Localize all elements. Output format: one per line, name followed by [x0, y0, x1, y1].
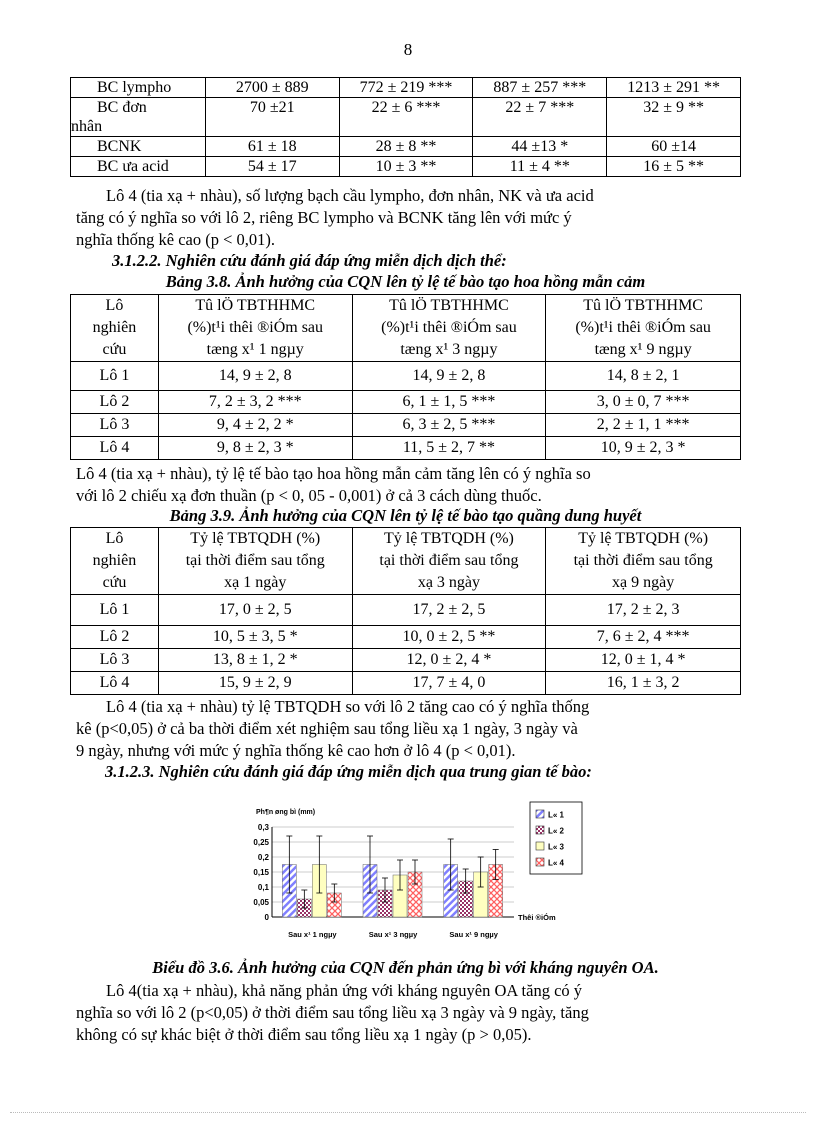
- table-cell: 11, 5 ± 2, 7 **: [352, 437, 546, 460]
- page-number: 8: [403, 40, 413, 59]
- legend-label: L« 4: [548, 858, 565, 868]
- row-label: Lô 1: [71, 595, 159, 626]
- table-cell: 16, 1 ± 3, 2: [546, 672, 741, 695]
- table-cell: 12, 0 ± 2, 4 *: [352, 649, 546, 672]
- legend-swatch: [536, 842, 544, 850]
- table-cell: 14, 9 ± 2, 8: [352, 362, 546, 391]
- figure-caption-3-6: Biểu đồ 3.6. Ảnh hưởng của CQN đến phản ứng bì với kháng nguyên OA.: [152, 958, 659, 977]
- table-row: [71, 98, 741, 137]
- table-cell: 9, 4 ± 2, 2 *: [158, 414, 352, 437]
- row-label: Lô 4: [71, 672, 159, 695]
- table-cell: 11 ± 4 **: [473, 157, 607, 177]
- y-tick-label: 0,15: [253, 868, 269, 877]
- y-axis-label: Ph¶n øng bì (mm): [256, 809, 316, 816]
- table-cell: 13, 8 ± 1, 2 *: [158, 649, 352, 672]
- table-cell: 28 ± 8 **: [339, 137, 473, 157]
- legend-label: L« 1: [548, 810, 565, 820]
- table-cell: 22 ± 6 ***: [339, 98, 473, 137]
- table-cell: 9, 8 ± 2, 3 *: [158, 437, 352, 460]
- row-label: Lô 3: [71, 414, 159, 437]
- column-header: Tỷ lệ TBTQDH (%) tại thời điểm sau tổng xạ 9 ngày: [546, 528, 741, 595]
- x-tick-label: Sau x¹ 1 ngµy: [288, 930, 337, 939]
- column-header: Tỷ lệ TBTQDH (%) tại thời điểm sau tổng xạ 1 ngày: [158, 528, 352, 595]
- table-row: [71, 437, 741, 460]
- table-cell: 16 ± 5 **: [607, 157, 741, 177]
- y-tick-label: 0,3: [257, 823, 269, 832]
- table-cell: 2700 ± 889: [205, 78, 339, 98]
- table-cell: 7, 6 ± 2, 4 ***: [546, 626, 741, 649]
- y-tick-label: 0,2: [257, 853, 269, 862]
- table-header-row: [71, 528, 741, 595]
- table-cell: 1213 ± 291 **: [607, 78, 741, 98]
- section-heading-3-1-2-3: 3.1.2.3. Nghiên cứu đánh giá đáp ứng miễn dịch qua trung gian tế bào:: [105, 762, 592, 781]
- table-cell: 12, 0 ± 1, 4 *: [546, 649, 741, 672]
- y-tick-label: 0,05: [253, 898, 269, 907]
- table-cell: 7, 2 ± 3, 2 ***: [158, 391, 352, 414]
- table-cell: 10 ± 3 **: [339, 157, 473, 177]
- row-label: BC ưa acid: [71, 157, 206, 177]
- table-row: [71, 672, 741, 695]
- hemolytic-plaque-table: [70, 527, 741, 695]
- table-cell: 3, 0 ± 0, 7 ***: [546, 391, 741, 414]
- row-label: BC đơn nhân: [71, 98, 206, 137]
- table-row: [71, 626, 741, 649]
- table-row: [71, 595, 741, 626]
- x-tick-label: Sau x¹ 9 ngµy: [449, 930, 498, 939]
- table-row: [71, 649, 741, 672]
- column-header: Tû lÖ TBTHHMC (%)t¹i thêi ®iÓm sau tæng x¹ 9 ngµy: [546, 295, 741, 362]
- table-cell: 2, 2 ± 1, 1 ***: [546, 414, 741, 437]
- table-cell: 10, 5 ± 3, 5 *: [158, 626, 352, 649]
- row-label: Lô 2: [71, 391, 159, 414]
- table-cell: 772 ± 219 ***: [339, 78, 473, 98]
- row-label: BCNK: [71, 137, 206, 157]
- table-cell: 60 ±14: [607, 137, 741, 157]
- x-tick-label: Sau x¹ 3 ngµy: [368, 930, 418, 939]
- legend-swatch: [536, 858, 544, 866]
- page-bottom-border: [10, 1112, 806, 1113]
- rosette-table: [70, 294, 741, 460]
- paragraph-4: Lô 4(tia xạ + nhàu), khả năng phản ứng với kháng nguyên OA tăng có ý nghĩa so với lô 2 (p<0,05) ở thời điểm sau tổng liều xạ 3 ngày và 9 ngày, tăng không có sự khác biệt ở thời điểm sau tổng liều xạ 1 ngày (p > 0,05).: [76, 981, 589, 1044]
- table-cell: 10, 9 ± 2, 3 *: [546, 437, 741, 460]
- leukocyte-table: [70, 77, 741, 177]
- column-header: Tû lÖ TBTHHMC (%)t¹i thêi ®iÓm sau tæng x¹ 3 ngµy: [352, 295, 546, 362]
- table-row: [71, 137, 741, 157]
- table-row: [71, 391, 741, 414]
- table-cell: 70 ±21: [205, 98, 339, 137]
- legend-label: L« 2: [548, 826, 565, 836]
- table-cell: 17, 0 ± 2, 5: [158, 595, 352, 626]
- table-header-row: [71, 295, 741, 362]
- table-cell: 61 ± 18: [205, 137, 339, 157]
- y-tick-label: 0,1: [257, 883, 269, 892]
- table-caption-3-8: Bảng 3.8. Ảnh hưởng của CQN lên tỷ lệ tế bào tạo hoa hồng mẫn cảm: [165, 272, 646, 291]
- row-label: Lô 4: [71, 437, 159, 460]
- y-tick-label: 0: [264, 913, 269, 922]
- section-heading-3-1-2-2: 3.1.2.2. Nghiên cứu đánh giá đáp ứng miễn dịch dịch thể:: [112, 251, 507, 270]
- y-tick-label: 0,25: [253, 838, 269, 847]
- column-header: Lô nghiên cứu: [71, 295, 159, 362]
- x-axis-label: Thêi ®iÓm: [518, 913, 556, 922]
- row-label: Lô 3: [71, 649, 159, 672]
- table-cell: 54 ± 17: [205, 157, 339, 177]
- row-label: BC lympho: [71, 78, 206, 98]
- table-cell: 17, 2 ± 2, 3: [546, 595, 741, 626]
- legend-swatch: [536, 810, 544, 818]
- paragraph-3: Lô 4 (tia xạ + nhàu) tỷ lệ TBTQDH so với lô 2 tăng cao có ý nghĩa thống kê (p<0,05) ở cả ba thời điểm xét nghiệm sau tổng liều xạ 1 ngày, 3 ngày và 9 ngày, nhưng với mức ý nghĩa thống kê cao hơn ở lô 4 (p < 0,01).: [76, 697, 590, 760]
- table-cell: 15, 9 ± 2, 9: [158, 672, 352, 695]
- column-header: Tû lÖ TBTHHMC (%)t¹i thêi ®iÓm sau tæng x¹ 1 ngµy: [158, 295, 352, 362]
- legend-label: L« 3: [548, 842, 565, 852]
- paragraph-2: Lô 4 (tia xạ + nhàu), tỷ lệ tế bào tạo hoa hồng mẫn cảm tăng lên có ý nghĩa so với lô 2 chiếu xạ đơn thuần (p < 0, 05 - 0,001) ở cả 3 cách dùng thuốc.: [76, 464, 591, 505]
- table-cell: 17, 2 ± 2, 5: [352, 595, 546, 626]
- table-cell: 14, 8 ± 2, 1: [546, 362, 741, 391]
- column-header: Tỷ lệ TBTQDH (%) tại thời điểm sau tổng xạ 3 ngày: [352, 528, 546, 595]
- table-cell: 887 ± 257 ***: [473, 78, 607, 98]
- row-label: Lô 1: [71, 362, 159, 391]
- table-cell: 6, 1 ± 1, 5 ***: [352, 391, 546, 414]
- table-row: [71, 414, 741, 437]
- table-cell: 14, 9 ± 2, 8: [158, 362, 352, 391]
- table-cell: 17, 7 ± 4, 0: [352, 672, 546, 695]
- table-row: [71, 362, 741, 391]
- table-cell: 32 ± 9 **: [607, 98, 741, 137]
- table-caption-3-9: Bảng 3.9. Ảnh hưởng của CQN lên tỷ lệ tế bào tạo quầng dung huyết: [169, 506, 642, 525]
- row-label: Lô 2: [71, 626, 159, 649]
- table-cell: 6, 3 ± 2, 5 ***: [352, 414, 546, 437]
- table-cell: 22 ± 7 ***: [473, 98, 607, 137]
- table-row: [71, 157, 741, 177]
- column-header: Lô nghiên cứu: [71, 528, 159, 595]
- table-cell: 10, 0 ± 2, 5 **: [352, 626, 546, 649]
- paragraph-1: Lô 4 (tia xạ + nhàu), số lượng bạch cầu lympho, đơn nhân, NK và ưa acid tăng có ý nghĩa so với lô 2, riêng BC lympho và BCNK tăng lên với mức ý nghĩa thống kê cao (p < 0,01).: [76, 186, 594, 249]
- table-row: [71, 78, 741, 98]
- table-cell: 44 ±13 *: [473, 137, 607, 157]
- skin-reaction-chart: [248, 800, 588, 950]
- legend-swatch: [536, 826, 544, 834]
